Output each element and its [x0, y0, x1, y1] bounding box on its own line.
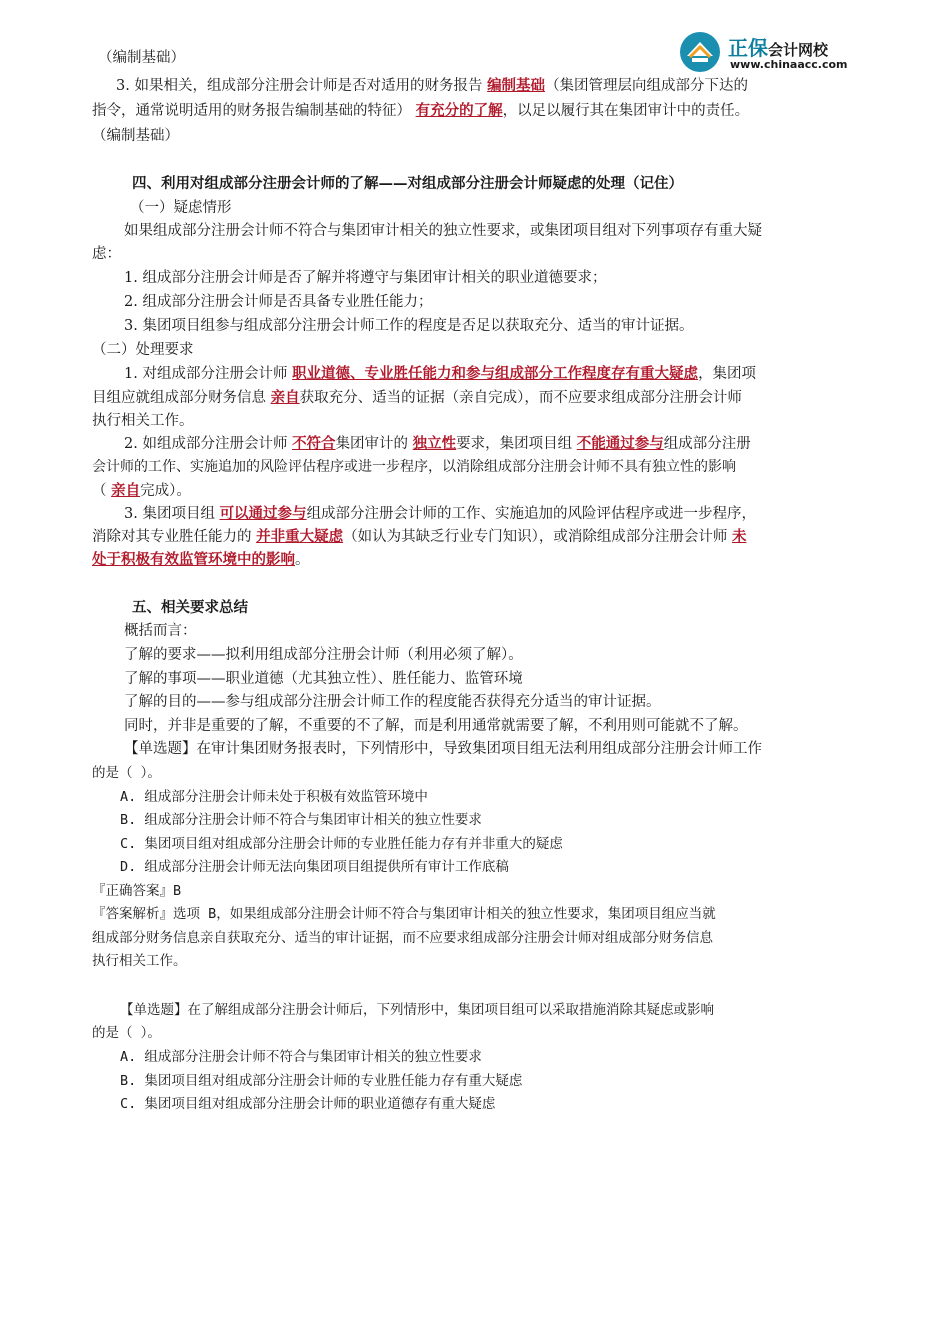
- highlight-text: 亲自: [270, 389, 300, 406]
- question-1-answer: 『正确答案』B: [92, 883, 182, 899]
- requirement-3-line-2: 消除对其专业胜任能力的 并非重大疑虑（如认为其缺乏行业专门知识），或消除组成部分注册会计师 未: [92, 528, 747, 545]
- requirement-2-line-2: 会计师的工作、实施追加的风险评估程序或进一步程序，以消除组成部分注册会计师不具有独立性的影响: [92, 459, 736, 475]
- requirement-2-line-3: （ 亲自完成）。: [92, 482, 191, 499]
- question-1-stem-cont: 的是（ ）。: [92, 765, 161, 781]
- highlight-text: 编制基础: [487, 77, 546, 94]
- requirement-3-line-3: 处于积极有效监管环境中的影响。: [92, 551, 310, 568]
- section-4-sub-1: （一）疑虑情形: [130, 200, 232, 216]
- question-2-option-b: B. 集团项目组对组成部分注册会计师的专业胜任能力存有重大疑虑: [120, 1073, 523, 1089]
- logo-brand: 正保会计网校: [728, 36, 829, 60]
- logo-book-icon: [678, 30, 722, 72]
- highlight-text: 职业道德、专业胜任能力和参与组成部分工作程度存有重大疑虑: [292, 365, 699, 382]
- paragraph: 概括而言：: [124, 623, 197, 639]
- question-1-stem: 【单选题】在审计集团财务报表时，下列情形中，导致集团项目组无法利用组成部分注册会计师工作: [124, 741, 762, 757]
- highlight-text: 亲自: [111, 482, 141, 499]
- highlight-text: 可以通过参与: [219, 505, 307, 522]
- list-item: 1. 组成部分注册会计师是否了解并将遵守与集团审计相关的职业道德要求；: [124, 270, 607, 286]
- question-1-option-c: C. 集团项目组对组成部分注册会计师的专业胜任能力存有并非重大的疑虑: [120, 836, 563, 852]
- item-3-line-1: 3. 如果相关，组成部分注册会计师是否对适用的财务报告 编制基础（集团管理层向组成部分下达的: [116, 77, 749, 94]
- question-1-explanation: 执行相关工作。: [92, 953, 187, 969]
- cut-off-line: （编制基础）: [98, 50, 185, 66]
- requirement-2-line-1: 2. 如组成部分注册会计师 不符合集团审计的 独立性要求，集团项目组 不能通过参与组成部分注册: [124, 435, 751, 452]
- highlight-text: 不符合: [292, 435, 336, 452]
- highlight-text: 未: [731, 528, 747, 545]
- item-3-line-2: 指令，通常说明适用的财务报告编制基础的特征） 有充分的了解，以足以履行其在集团审计中的责任。: [92, 102, 750, 119]
- list-item: 3. 集团项目组参与组成部分注册会计师工作的程度是否足以获取充分、适当的审计证据。: [124, 318, 694, 334]
- question-2-option-a: A. 组成部分注册会计师不符合与集团审计相关的独立性要求: [120, 1049, 482, 1065]
- paragraph: 了解的目的——参与组成部分注册会计师工作的程度能否获得充分适当的审计证据。: [124, 694, 661, 710]
- requirement-3-line-1: 3. 集团项目组 可以通过参与组成部分注册会计师的工作、实施追加的风险评估程序或进一步程序，: [124, 505, 757, 522]
- highlight-text: 不能通过参与: [576, 435, 664, 452]
- highlight-text: 独立性: [412, 435, 457, 452]
- question-1-explanation: 组成部分财务信息亲自获取充分、适当的审计证据，而不应要求组成部分注册会计师对组成部分财务信息: [92, 930, 713, 946]
- paragraph: 同时，并非是重要的了解，不重要的不了解，而是利用通常就需要了解，不利用则可能就不了解。: [124, 718, 748, 734]
- highlight-text: 有充分的了解: [415, 102, 503, 119]
- paragraph: 了解的事项——职业道德（尤其独立性）、胜任能力、监管环境: [124, 671, 523, 687]
- requirement-1-line-2: 目组应就组成部分财务信息 亲自获取充分、适当的证据（亲自完成），而不应要求组成部分注册会计师: [92, 389, 742, 406]
- section-4-title: 四、利用对组成部分注册会计师的了解——对组成部分注册会计师疑虑的处理（记住）: [132, 175, 683, 192]
- question-2-stem-cont: 的是（ ）。: [92, 1025, 161, 1041]
- logo-url: www.chinaacc.com: [730, 58, 848, 71]
- highlight-text: 处于积极有效监管环境中的影响: [92, 551, 295, 568]
- requirement-1-line-3: 执行相关工作。: [92, 413, 194, 429]
- question-2-option-c: C. 集团项目组对组成部分注册会计师的职业道德存有重大疑虑: [120, 1096, 496, 1112]
- item-3-line-3: （编制基础）: [92, 128, 179, 144]
- question-1-option-d: D. 组成部分注册会计师无法向集团项目组提供所有审计工作底稿: [120, 859, 509, 875]
- paragraph: 虑：: [92, 246, 121, 262]
- list-item: 2. 组成部分注册会计师是否具备专业胜任能力；: [124, 294, 433, 310]
- question-1-explanation: 『答案解析』选项 B，如果组成部分注册会计师不符合与集团审计相关的独立性要求，集团项目组应当就: [92, 906, 716, 922]
- paragraph: 了解的要求——拟利用组成部分注册会计师（利用必须了解）。: [124, 647, 523, 663]
- highlight-text: 并非重大疑虑: [256, 528, 344, 545]
- requirement-1-line-1: 1. 对组成部分注册会计师 职业道德、专业胜任能力和参与组成部分工作程度存有重大疑虑，集团项: [124, 365, 757, 382]
- paragraph: 如果组成部分注册会计师不符合与集团审计相关的独立性要求，或集团项目组对下列事项存有重大疑: [124, 223, 762, 239]
- section-5-title: 五、相关要求总结: [132, 599, 248, 616]
- chinaacc-logo: [678, 26, 868, 74]
- question-2-stem: 【单选题】在了解组成部分注册会计师后，下列情形中，集团项目组可以采取措施消除其疑虑或影响: [120, 1002, 714, 1018]
- question-1-option-b: B. 组成部分注册会计师不符合与集团审计相关的独立性要求: [120, 812, 482, 828]
- question-1-option-a: A. 组成部分注册会计师未处于积极有效监管环境中: [120, 789, 428, 805]
- section-4-sub-2: （二）处理要求: [92, 342, 194, 358]
